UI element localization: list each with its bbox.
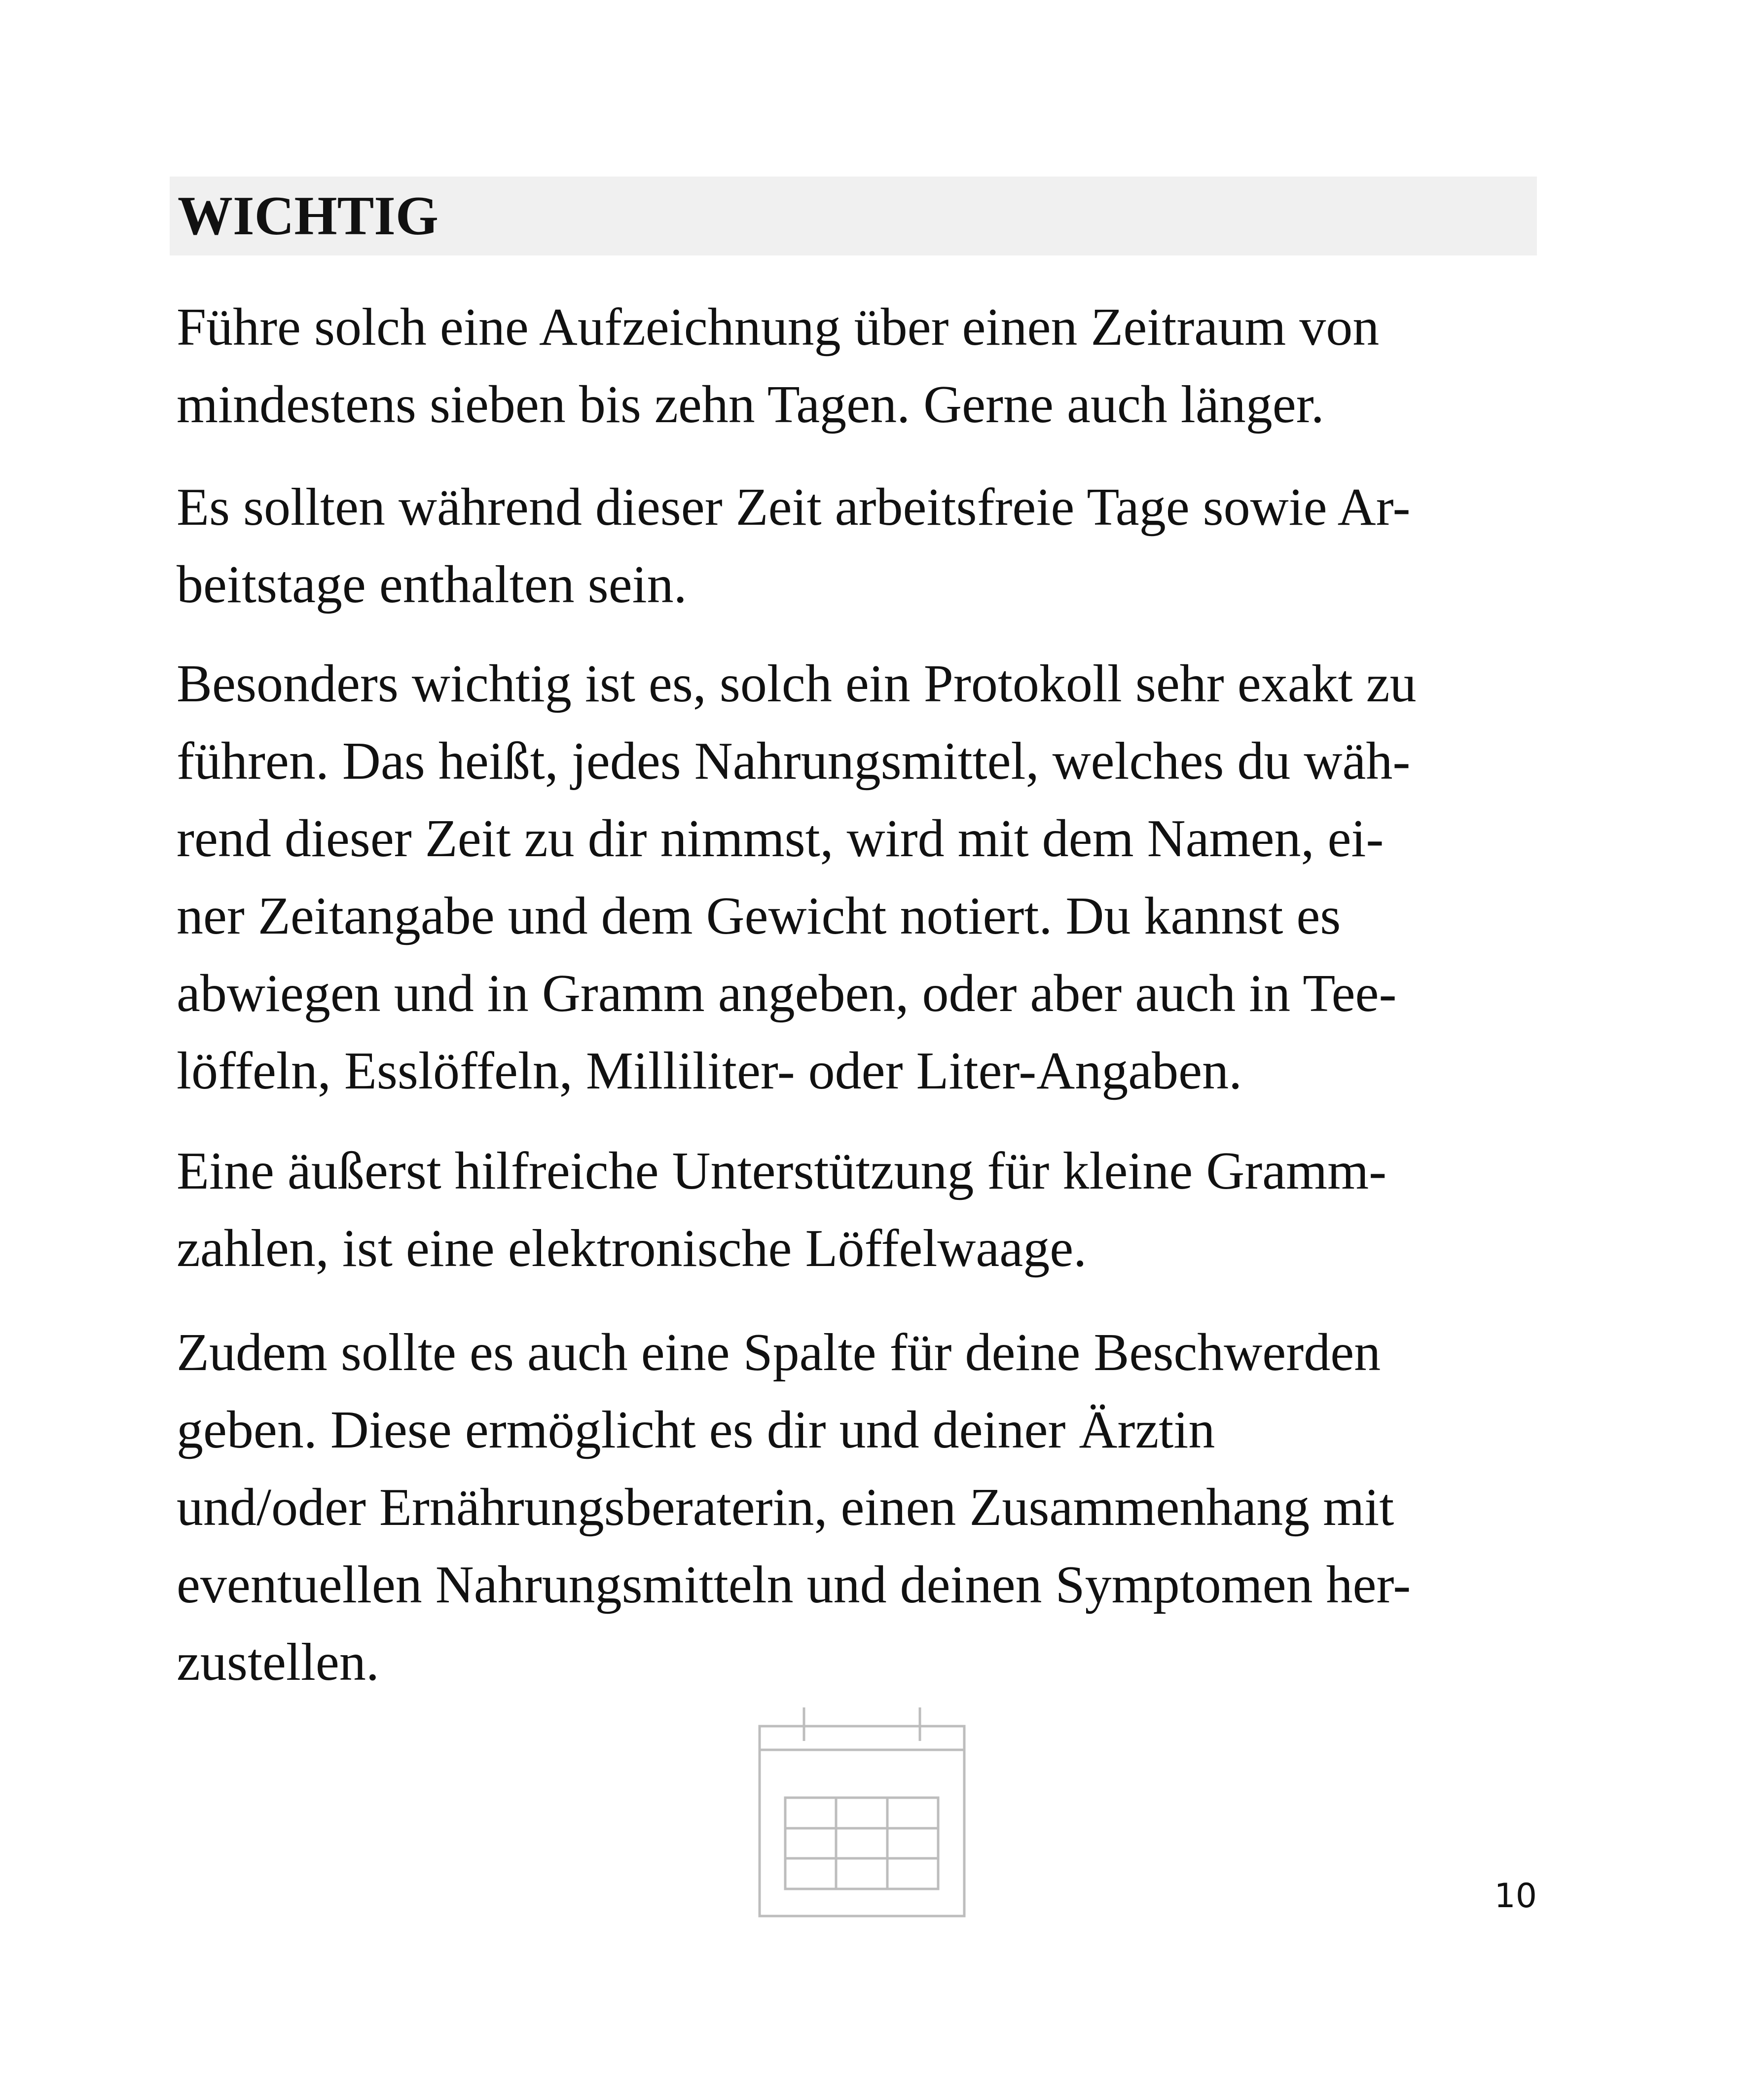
paragraph-line: Es sollten während dieser Zeit arbeitsfreie Tage sowie Ar-	[177, 478, 1411, 537]
paragraph-line: Zudem sollte es auch eine Spalte für deine Beschwerden	[177, 1323, 1381, 1382]
paragraph-3	[177, 645, 1417, 1110]
paragraph-line: mindestens sieben bis zehn Tagen. Gerne auch länger.	[177, 375, 1324, 434]
paragraph-line: Eine äußerst hilfreiche Unterstützung für kleine Gramm-	[177, 1142, 1387, 1200]
paragraph-line: rend dieser Zeit zu dir nimmst, wird mit dem Namen, ei-	[177, 809, 1384, 868]
paragraph-line: zustellen.	[177, 1633, 379, 1692]
section-heading: WICHTIG	[178, 185, 438, 247]
paragraph-5	[177, 1314, 1411, 1701]
paragraph-line: eventuellen Nahrungsmitteln und deinen Symptomen her-	[177, 1556, 1411, 1614]
paragraph-line: Besonders wichtig ist es, solch ein Protokoll sehr exakt zu	[177, 654, 1417, 713]
heading-box	[170, 177, 1537, 255]
paragraph-line: zahlen, ist eine elektronische Löffelwaage.	[177, 1219, 1087, 1278]
paragraph-line: Führe solch eine Aufzeichnung über einen Zeitraum von	[177, 298, 1380, 357]
paragraph-line: und/oder Ernährungsberaterin, einen Zusammenhang mit	[177, 1478, 1394, 1537]
paragraph-line: führen. Das heißt, jedes Nahrungsmittel, welches du wäh-	[177, 732, 1411, 791]
paragraph-line: geben. Diese ermöglicht es dir und deiner Ärztin	[177, 1401, 1215, 1459]
paragraph-2	[177, 469, 1410, 623]
paragraph-4	[177, 1132, 1386, 1287]
paragraph-line: beitstage enthalten sein.	[177, 555, 687, 614]
paragraph-line: ner Zeitangabe und dem Gewicht notiert. Du kannst es	[177, 887, 1341, 945]
page-number: 10	[1494, 1877, 1537, 1916]
paragraph-line: löffeln, Esslöffeln, Milliliter- oder Liter-Angaben.	[177, 1042, 1242, 1100]
calendar-icon	[757, 1706, 967, 1919]
paragraph-line: abwiegen und in Gramm angeben, oder aber auch in Tee-	[177, 964, 1397, 1023]
paragraph-1	[177, 289, 1379, 443]
